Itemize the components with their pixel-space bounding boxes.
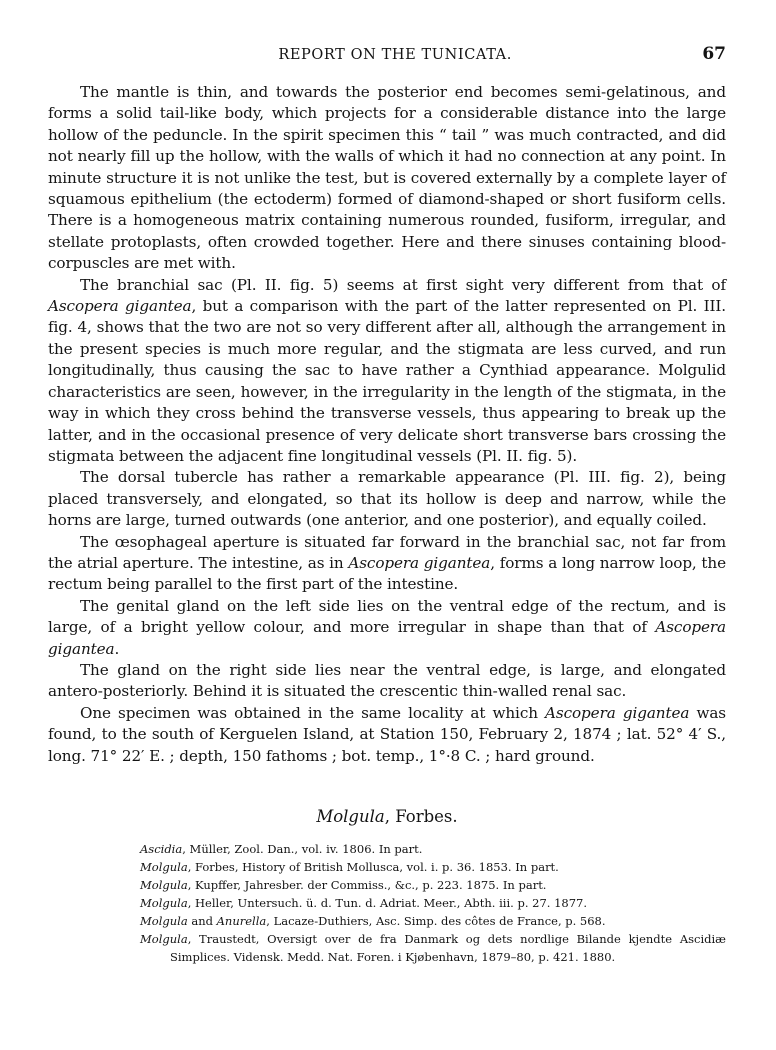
text-run: . [114, 639, 120, 658]
reference-entry [140, 930, 726, 966]
running-head: REPORT ON THE TUNICATA. [278, 47, 512, 63]
text-run: The dorsal tubercle has rather a remarkable appearance (Pl. III. fig. 2), being placed transversely, and elongated, so that its hollow is deep and narrow, while the horns are large, turned outwards (one anterior, and one posterior), and equally coiled. [48, 468, 726, 530]
text-run: The branchial sac (Pl. II. fig. 5) seems at first sight very different from that of [80, 275, 726, 294]
italic-run: Ascopera gigantea [48, 618, 726, 658]
text-run: , Müller, Zool. Dan., vol. iv. 1806. In part. [182, 842, 423, 856]
italic-run: Anurella [216, 914, 267, 928]
body-text [48, 82, 726, 767]
text-run: , Forbes. [384, 807, 458, 826]
reference-entry [140, 858, 726, 876]
section-heading [48, 807, 726, 826]
text-run: , but a comparison with the part of the latter represented on Pl. III. fig. 4, shows that the two are not so very different after all, although the arrangement in the present species is much more regular, and the stigmata are less curved, and run longitudinally, thus causing the sac to have rather a Cynthiad appearance. Molgulid characteristics are seen, however, in the irregularity in the length of the stigmata, in the way in which they cross behind the transverse vessels, thus appearing to break up the latter, and in the occasional presence of very delicate short transverse bars crossing the stigmata between the adjacent fine longitudinal vessels (Pl. II. fig. 5). [48, 297, 726, 465]
italic-run: Ascopera gigantea [545, 703, 690, 722]
reference-entry [140, 876, 726, 894]
italic-run: Molgula [140, 914, 188, 928]
italic-run: Ascidia [140, 842, 183, 856]
paragraph [48, 703, 726, 767]
paragraph [48, 596, 726, 660]
text-run: The mantle is thin, and towards the posterior end becomes semi-gelatinous, and forms a solid tail-like body, which projects for a considerable distance into the large hollow of the peduncle. In the spirit specimen this “ tail ” was much contracted, and did not nearly fill up the hollow, with the walls of which it had no connection at any point. In minute structure it is not unlike the test, but is covered externally by a complete layer of squamous epithelium (the ectoderm) formed of diamond-shaped or short fusiform cells. There is a homogeneous matrix containing numerous rounded, fusiform, irregular, and stellate protoplasts, often crowded together. Here and there sinuses containing blood-corpuscles are met with. [48, 83, 726, 273]
text-run: The œsophageal aperture is situated far forward in the branchial sac, not far from the atrial aperture. The intestine, as in [48, 532, 726, 572]
reference-entry [140, 894, 726, 912]
reference-entry [140, 912, 726, 930]
reference-entry [140, 840, 726, 858]
italic-run: Molgula [140, 896, 188, 910]
text-run: , Traustedt, Oversigt over de fra Danmark og dets nordlige Bilande kjendte Ascidiæ Simplices. Vidensk. Medd. Nat. Foren. i Kjøbenhavn, 1879–80, p. 421. 1880. [170, 932, 726, 964]
text-run: and [187, 914, 217, 928]
paragraph [48, 660, 726, 703]
italic-run: Molgula [140, 878, 188, 892]
text-run: One specimen was obtained in the same locality at which [80, 703, 546, 722]
synonymy-list [48, 840, 726, 966]
paragraph [48, 82, 726, 275]
page-number: 67 [702, 44, 726, 64]
page-header [48, 44, 726, 70]
italic-run: Molgula [316, 807, 385, 826]
text-run: , Kupffer, Jahresber. der Commiss., &c., p. 223. 1875. In part. [187, 878, 547, 892]
text-run: , Lacaze-Duthiers, Asc. Simp. des côtes de France, p. 568. [266, 914, 606, 928]
text-run: The genital gland on the left side lies on the ventral edge of the rectum, and is large, of a bright yellow colour, and more irregular in shape than that of [48, 596, 726, 637]
paragraph [48, 532, 726, 596]
italic-run: Ascopera gigantea [348, 553, 491, 572]
text-run: , Forbes, History of British Mollusca, vol. i. p. 36. 1853. In part. [187, 860, 559, 874]
text-run: , Heller, Untersuch. ü. d. Tun. d. Adriat. Meer., Abth. iii. p. 27. 1877. [187, 896, 587, 910]
text-run: , forms a long narrow loop, the rectum being parallel to the first part of the intestine. [48, 553, 726, 594]
italic-run: Molgula [140, 932, 188, 946]
text-run: was found, to the south of Kerguelen Island, at Station 150, February 2, 1874 ; lat. 52° 4′ S., long. 71° 22′ E. ; depth, 150 fathoms ; bot. temp., 1°·8 C. ; hard ground. [48, 703, 726, 765]
paragraph [48, 467, 726, 531]
italic-run: Molgula [140, 860, 188, 874]
italic-run: Ascopera gigantea [48, 297, 192, 316]
text-run: The gland on the right side lies near the ventral edge, is large, and elongated antero-posteriorly. Behind it is situated the crescentic thin-walled renal sac. [48, 660, 726, 701]
paragraph [48, 275, 726, 468]
